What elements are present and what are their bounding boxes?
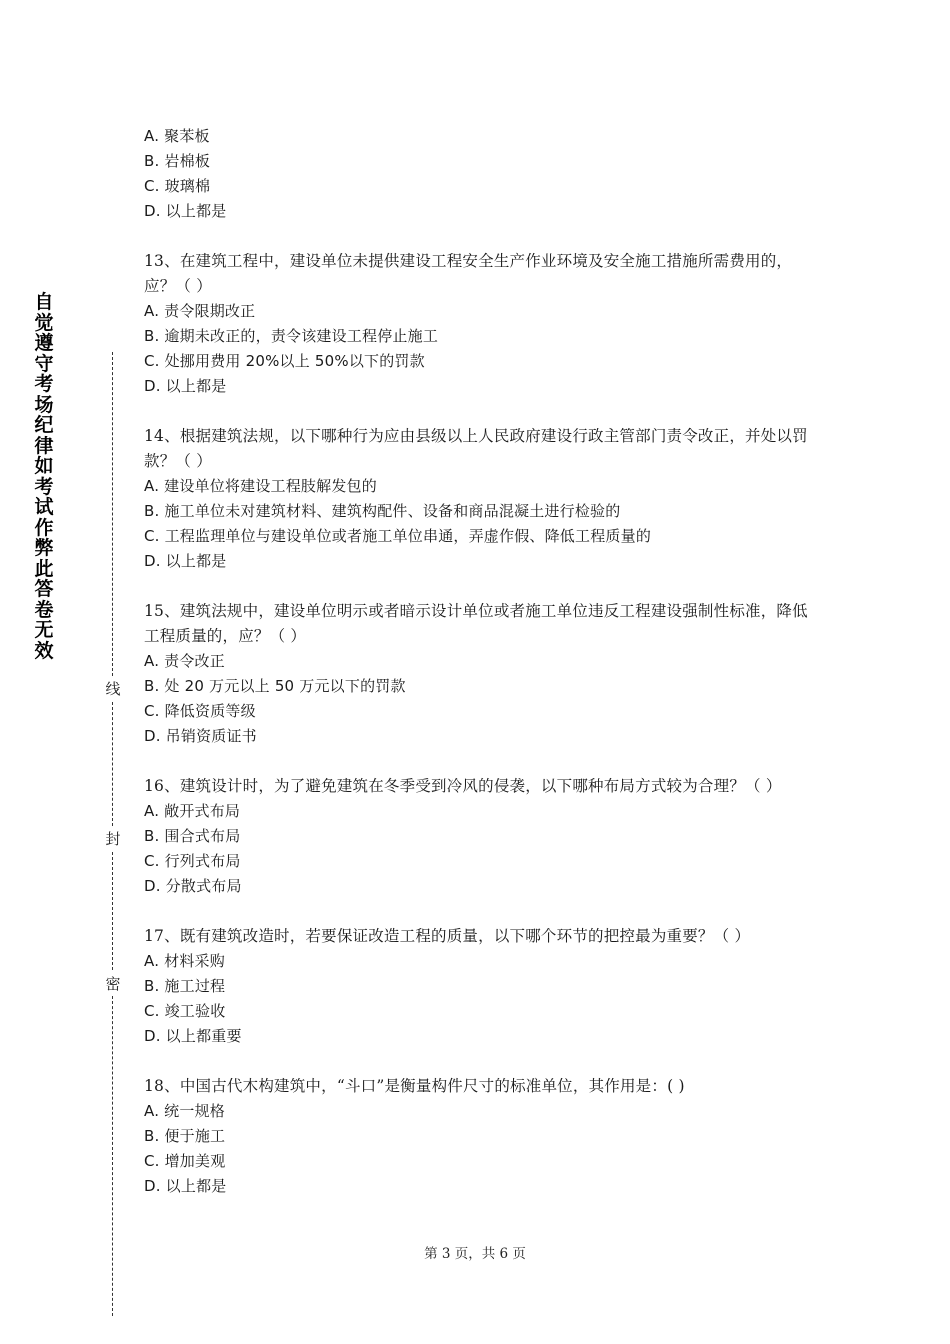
- binding-label-line: 线: [105, 680, 121, 698]
- option-d: D. 以上都是: [144, 202, 227, 220]
- option-c: C. 竣工验收: [144, 1002, 226, 1020]
- option-c: C. 工程监理单位与建设单位或者施工单位串通，弄虚作假、降低工程质量的: [144, 527, 652, 545]
- page-number-footer: 第 3 页，共 6 页: [424, 1246, 526, 1262]
- question-14: [144, 424, 814, 574]
- option-a: A. 责令改正: [144, 652, 225, 670]
- option-b: B. 便于施工: [144, 1127, 226, 1145]
- exam-discipline-notice: 自觉遵守考场纪律如考试作弊此答卷无效: [34, 291, 54, 662]
- question-stem: 13、在建筑工程中，建设单位未提供建设工程安全生产作业环境及安全施工措施所需费用的，应？（ ）: [144, 252, 793, 295]
- option-d: D. 以上都重要: [144, 1027, 242, 1045]
- question-stem: 15、建筑法规中，建设单位明示或者暗示设计单位或者施工单位违反工程建设强制性标准，降低工程质量的，应？（ ）: [144, 602, 808, 645]
- question-stem: 17、既有建筑改造时，若要保证改造工程的质量，以下哪个环节的把控最为重要？（ ）: [144, 927, 751, 945]
- option-a: A. 责令限期改正: [144, 302, 256, 320]
- question-13: [144, 249, 814, 399]
- option-b: B. 处 20 万元以上 50 万元以下的罚款: [144, 677, 406, 695]
- option-b: B. 施工过程: [144, 977, 226, 995]
- option-d: D. 以上都是: [144, 552, 227, 570]
- binding-label-seal: 封: [105, 830, 121, 848]
- option-b: B. 逾期未改正的，责令该建设工程停止施工: [144, 327, 439, 345]
- binding-dashed-line: [112, 996, 113, 1316]
- option-d: D. 以上都是: [144, 1177, 227, 1195]
- question-15: [144, 599, 814, 749]
- question-stem: 14、根据建筑法规，以下哪种行为应由县级以上人民政府建设行政主管部门责令改正，并处以罚款？（ ）: [144, 427, 808, 470]
- binding-dashed-line: [112, 852, 113, 970]
- option-a: A. 统一规格: [144, 1102, 225, 1120]
- option-b: B. 施工单位未对建筑材料、建筑构配件、设备和商品混凝土进行检验的: [144, 502, 621, 520]
- option-c: C. 处挪用费用 20%以上 50%以下的罚款: [144, 352, 425, 370]
- option-b: B. 围合式布局: [144, 827, 241, 845]
- option-a: A. 聚苯板: [144, 127, 210, 145]
- option-c: C. 玻璃棉: [144, 177, 211, 195]
- question-18: [144, 1074, 814, 1199]
- binding-dashed-line: [112, 352, 113, 676]
- question-17: [144, 924, 814, 1049]
- option-a: A. 敞开式布局: [144, 802, 241, 820]
- option-c: C. 降低资质等级: [144, 702, 256, 720]
- option-c: C. 行列式布局: [144, 852, 241, 870]
- question-12-continued: [144, 124, 814, 224]
- binding-label-secret: 密: [105, 975, 121, 993]
- option-a: A. 材料采购: [144, 952, 225, 970]
- question-list: [144, 124, 814, 1224]
- option-d: D. 分散式布局: [144, 877, 242, 895]
- question-stem: 18、中国古代木构建筑中，“斗口”是衡量构件尺寸的标准单位，其作用是：( ): [144, 1077, 685, 1095]
- option-a: A. 建设单位将建设工程肢解发包的: [144, 477, 377, 495]
- binding-dashed-line: [112, 702, 113, 826]
- option-d: D. 以上都是: [144, 377, 227, 395]
- option-c: C. 增加美观: [144, 1152, 226, 1170]
- option-b: B. 岩棉板: [144, 152, 211, 170]
- question-stem: 16、建筑设计时，为了避免建筑在冬季受到冷风的侵袭，以下哪种布局方式较为合理？（ ）: [144, 777, 782, 795]
- question-16: [144, 774, 814, 899]
- option-d: D. 吊销资质证书: [144, 727, 257, 745]
